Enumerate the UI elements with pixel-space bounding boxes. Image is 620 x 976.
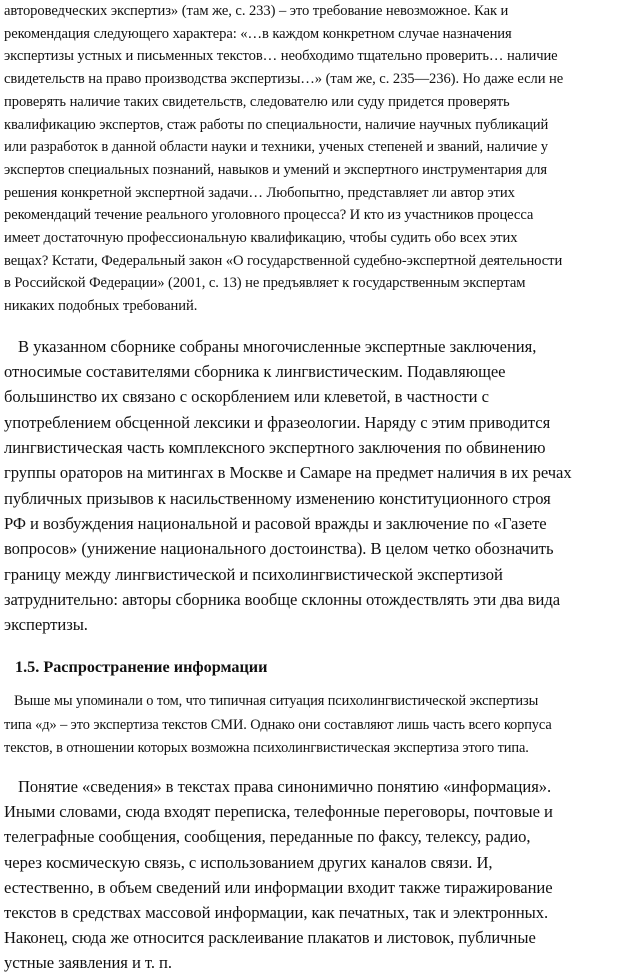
paragraph-4 [4,774,620,976]
text-line: большинство их связано с оскорблением или клеветой, в частности с [4,387,489,407]
text-line: автороведческих экспертиз» (там же, с. 233) – это требование невозможное. Как и [4,3,509,19]
text-line: границу между лингвистической и психолингвистической экспертизой [4,564,503,584]
text-line [4,774,620,799]
text-line: текстов в средствах массовой информации, как печатных, так и электронных. [4,903,549,923]
text-line: вещах? Кстати, Федеральный закон «О государственной судебно-экспертной деятельности [4,252,563,269]
text-line [4,690,620,713]
text-line: рекомендация следующего характера: «…в каждом конкретном случае назначения [4,25,512,42]
text-line: проверять наличие таких свидетельств, следователю или суду придется проверять [4,93,510,110]
text-line: затруднительно: авторы сборника вообще склонны отождествлять эти два вида [4,589,561,609]
text-line: вопросов» (унижение национального достоинства). В целом четко обозначить [4,539,554,559]
text-line: в Российской Федерации» (2001, с. 13) не предъявляет к государственным экспертам [4,275,526,292]
text-line: лингвистическая часть комплексного экспертного заключения по обвинению [4,438,546,458]
text-line: имеет достаточную профессиональную квалификацию, чтобы судить обо всех этих [4,230,518,247]
paragraph-3 [4,690,620,760]
text-line: экспертизы. [4,615,88,635]
text-line: квалификацию экспертов, стаж работы по специальности, наличие научных публикаций [4,116,549,133]
text-line-content: В указанном сборнике собраны многочисленные экспертные заключения, [18,336,537,356]
text-line: экспертов специальных познаний, навыков и умений и экспертного инструментария для [4,161,547,178]
text-line-content: Понятие «сведения» в текстах права синонимично понятию «информация». [18,777,552,797]
text-line: Иными словами, сюда входят переписка, телефонные переговоры, почтовые и [4,802,553,822]
text-line [4,334,620,359]
text-line: или разработок в данной области науки и техники, ученых степеней и званий, наличие у [4,139,549,156]
text-line: Наконец, сюда же относится расклеивание плакатов и листовок, публичные [4,928,536,948]
section-heading: 1.5. Распространение информации [15,658,268,677]
text-line: относимые составителями сборника к лингвистическим. Подавляющее [4,362,506,382]
text-line: группы ораторов на митингах в Москве и Самаре на предмет наличия в их речах [4,463,572,483]
paragraph-2 [4,334,620,638]
text-line: свидетельств на право производства экспертизы…» (там же, с. 235—236). Но даже если не [4,71,564,88]
text-line: устные заявления и т. п. [4,953,172,973]
text-line: типа «д» – это экспертиза текстов СМИ. Однако они составляют лишь часть всего корпуса [4,716,552,733]
text-line: публичных призывов к насильственному изменению конституционного строя [4,488,551,508]
text-line: естественно, в объем сведений или информации входит также тиражирование [4,877,553,897]
text-line: решения конкретной экспертной задачи… Любопытно, представляет ли автор этих [4,184,515,201]
text-line: текстов, в отношении которых возможна психолингвистическая экспертиза этого типа. [4,739,529,756]
text-line: никаких подобных требований. [4,298,198,315]
text-line: употреблением обсценной лексики и фразеологии. Наряду с этим приводится [4,412,551,432]
paragraph-1 [4,0,620,318]
text-line-content: Выше мы упоминали о том, что типичная ситуация психолингвистической экспертизы [14,693,539,710]
text-line: через космическую связь, с использованием других каналов связи. И, [4,852,493,872]
text-line: РФ и возбуждения национальной и расовой вражды и заключение по «Газете [4,513,547,533]
text-line: экспертизы устных и письменных текстов… необходимо тщательно проверить… наличие [4,48,558,65]
text-line: рекомендаций течение реального уголовного процесса? И кто из участников процесса [4,207,534,224]
text-line: телеграфные сообщения, сообщения, переданные по факсу, телексу, радио, [4,827,531,847]
